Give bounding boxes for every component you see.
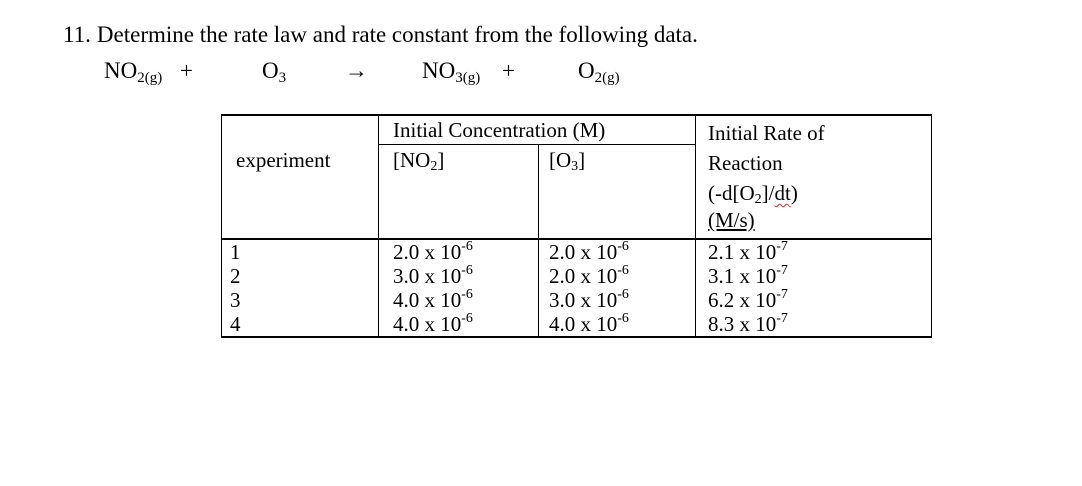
question-text: Determine the rate law and rate constant from the following data. — [96, 22, 698, 47]
table-row — [222, 239, 932, 264]
cell-rate: 3.1 x $10^{-7}$ — [696, 264, 932, 288]
product-no3: $NO_{3(g)}$ — [422, 58, 481, 86]
cell-no2: 2.0 x $10^{-6}$ — [379, 239, 539, 264]
reactant-o3: $O_3$ — [262, 58, 287, 86]
header-no2: $[NO_2]$ — [379, 144, 539, 238]
cell-experiment: 1 — [222, 239, 379, 264]
table-row — [222, 264, 932, 288]
cell-o3: 3.0 x $10^{-6}$ — [539, 288, 696, 312]
plus-sign-1: + — [180, 58, 193, 83]
product-o2: $O_{2(g)}$ — [578, 58, 620, 86]
rate-header-line4: (M/s) — [708, 208, 755, 232]
reactant-no2: $NO_{2(g)}$ — [104, 58, 163, 86]
cell-experiment: 3 — [222, 288, 379, 312]
cell-no2: 3.0 x $10^{-6}$ — [379, 264, 539, 288]
rate-header-line2: Reaction — [708, 151, 783, 175]
cell-rate: 6.2 x $10^{-7}$ — [696, 288, 932, 312]
cell-no2: 4.0 x $10^{-6}$ — [379, 288, 539, 312]
header-experiment: experiment — [222, 115, 379, 239]
cell-experiment: 2 — [222, 264, 379, 288]
initial-concentration-title: Initial Concentration (M) — [393, 118, 606, 142]
question-number: 11. — [63, 22, 91, 47]
header-initial-concentration — [379, 115, 696, 239]
reaction-arrow: → — [345, 58, 368, 83]
rate-header-line1: Initial Rate of — [708, 121, 825, 145]
cell-no2: 4.0 x $10^{-6}$ — [379, 312, 539, 337]
cell-o3: 2.0 x $10^{-6}$ — [539, 264, 696, 288]
table-row — [222, 288, 932, 312]
table-row — [222, 312, 932, 337]
cell-experiment: 4 — [222, 312, 379, 337]
cell-o3: 4.0 x $10^{-6}$ — [539, 312, 696, 337]
rate-data-table — [221, 114, 932, 338]
rate-header-line3: $(-d[O_2]/dt)$ — [708, 181, 798, 207]
cell-o3: 2.0 x $10^{-6}$ — [539, 239, 696, 264]
cell-rate: 2.1 x $10^{-7}$ — [696, 239, 932, 264]
cell-rate: 8.3 x $10^{-7}$ — [696, 312, 932, 337]
question-heading — [63, 22, 698, 48]
header-o3: $[O_3]$ — [539, 144, 695, 238]
header-initial-rate — [696, 115, 932, 239]
plus-sign-2: + — [502, 58, 515, 83]
